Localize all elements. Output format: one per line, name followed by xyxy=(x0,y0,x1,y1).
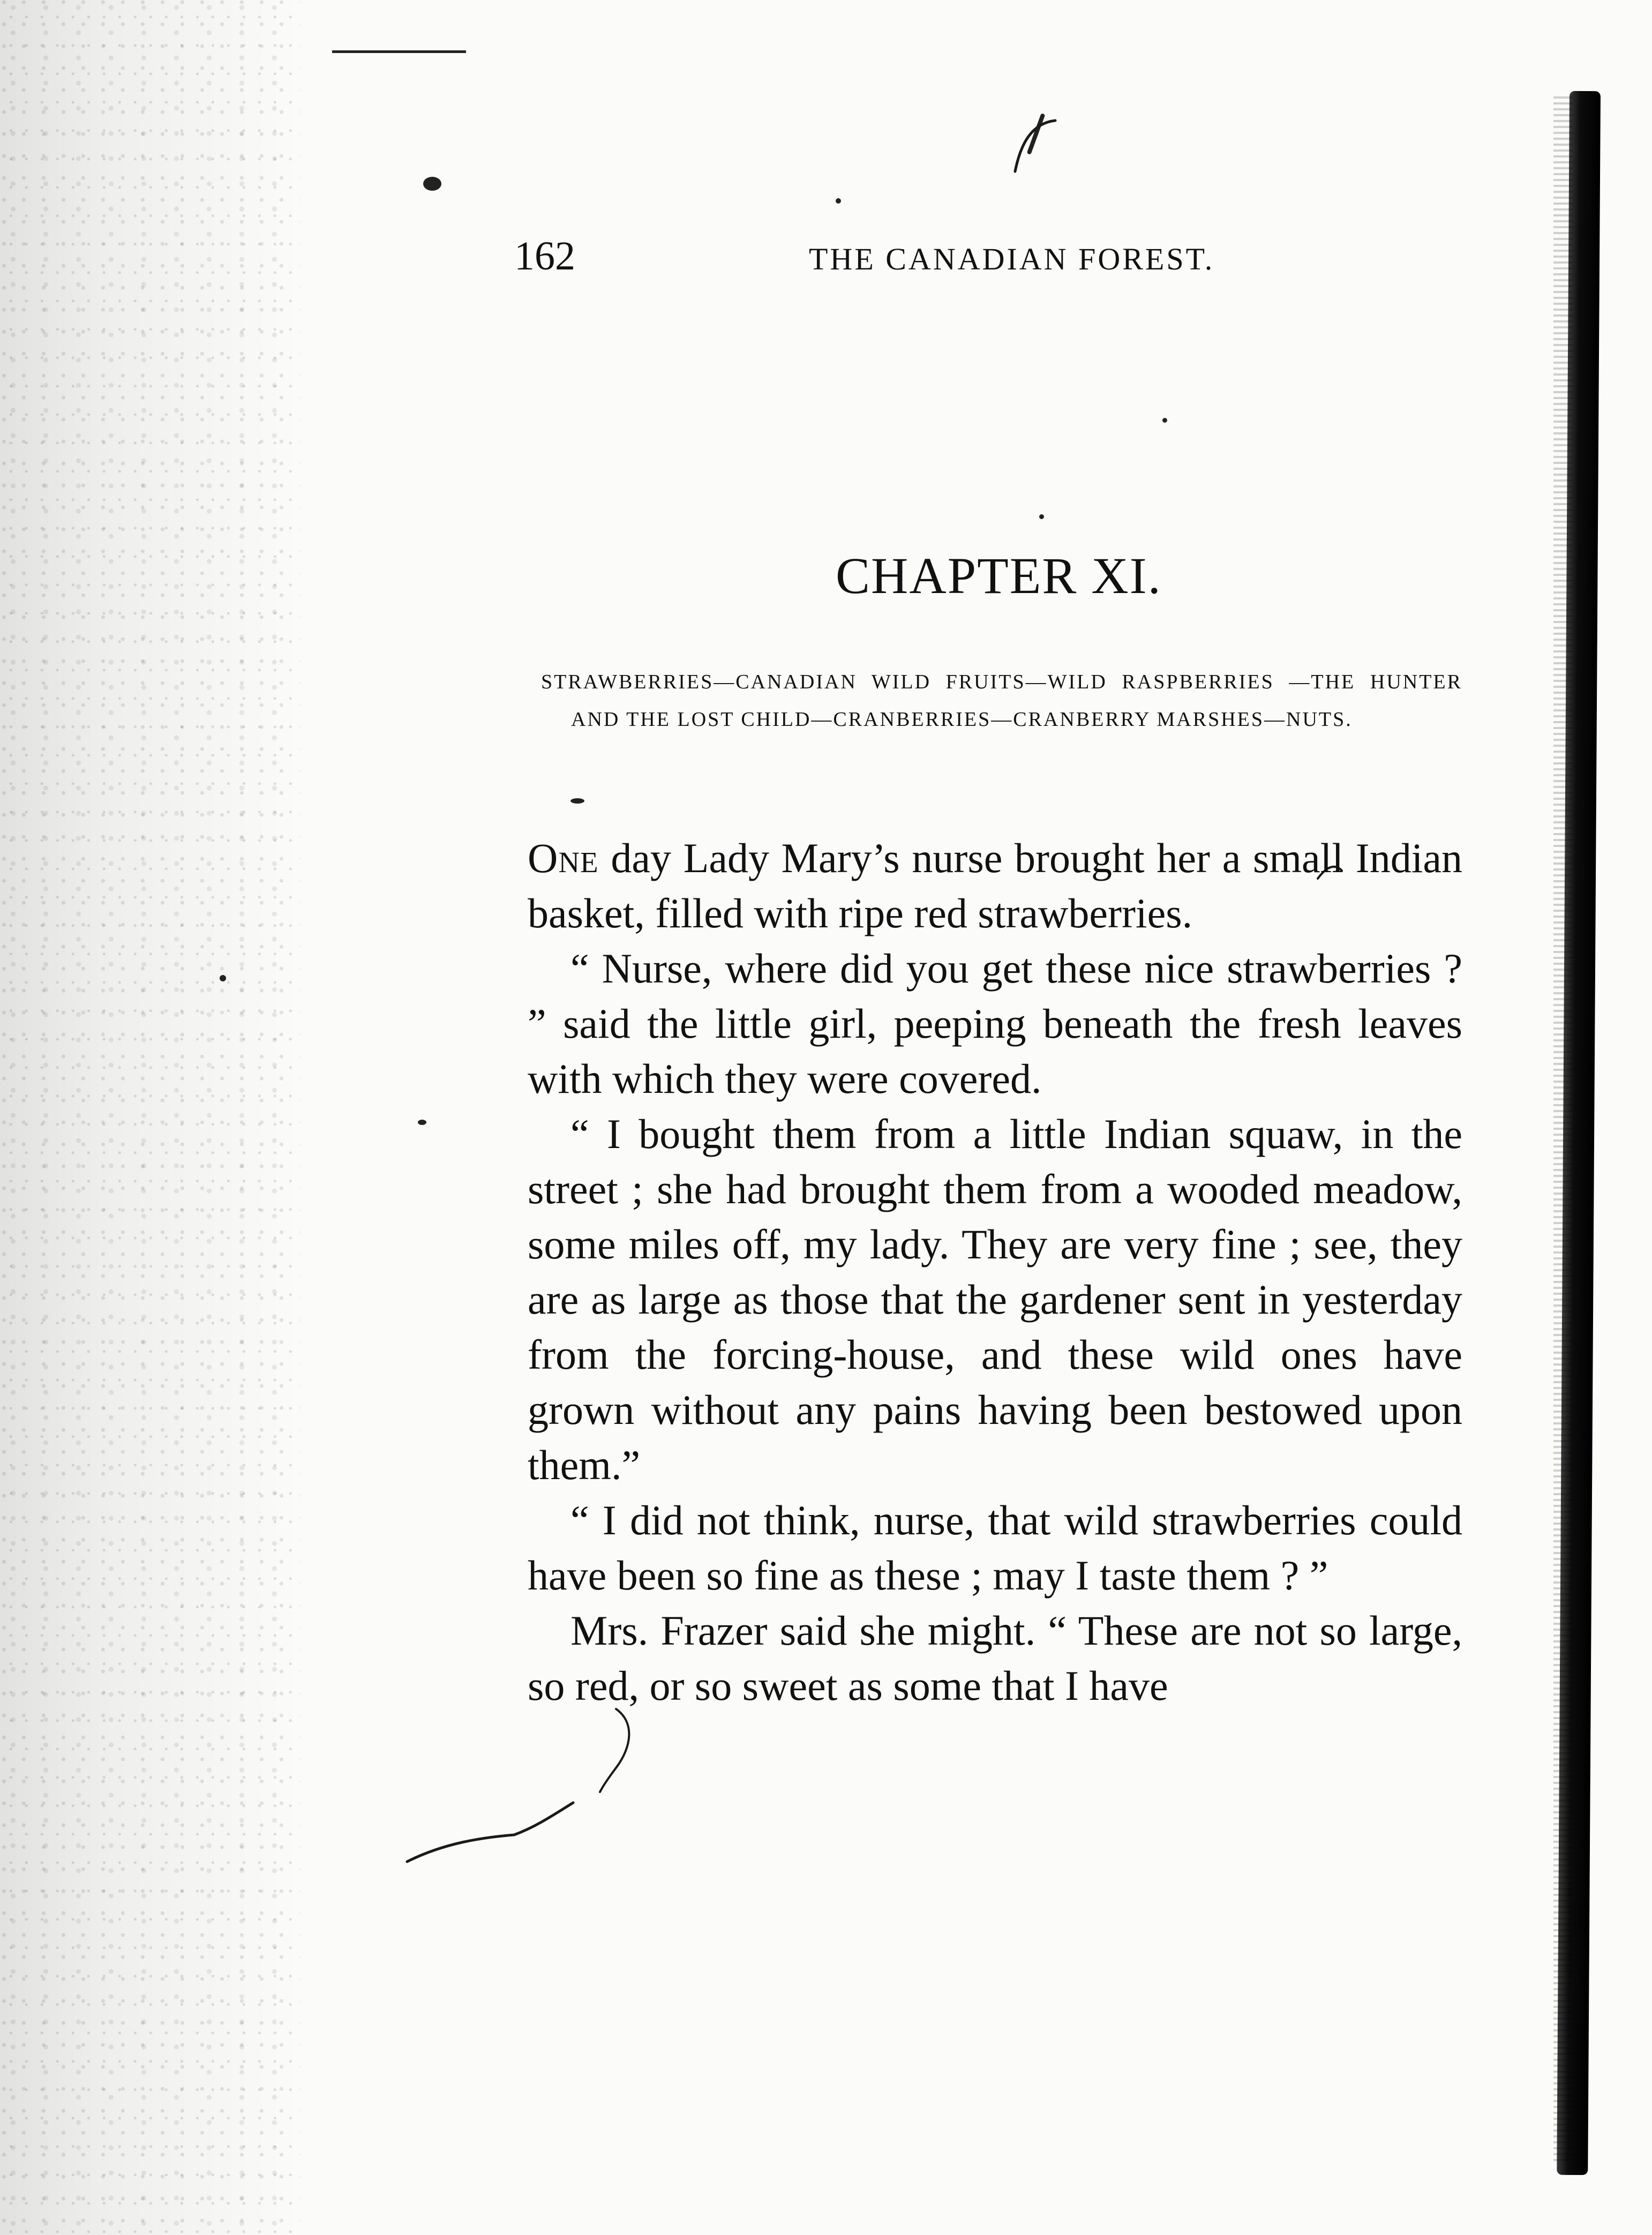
ink-speck xyxy=(220,975,226,981)
paragraph: “ I did not think, nurse, that wild strawberries could have been so fine as these ; may I taste them ? ” xyxy=(528,1497,1462,1599)
paragraph xyxy=(528,830,1462,941)
chapter-heading: CHAPTER XI. xyxy=(836,547,1162,604)
ink-speck xyxy=(1162,418,1167,423)
ink-speck xyxy=(1039,514,1044,519)
scan-edge-shadow xyxy=(0,0,300,2235)
lead-word: One xyxy=(528,835,599,881)
binding-shadow-fringe xyxy=(1553,96,1573,2164)
body-text xyxy=(528,830,1462,1713)
ink-speck xyxy=(836,198,841,204)
ink-speck xyxy=(418,1120,426,1125)
paragraph-text: day Lady Mary’s nurse brought her a small Indian basket, filled with ripe red strawberries. xyxy=(528,835,1462,936)
ink-speck xyxy=(1027,113,1046,155)
running-title: THE CANADIAN FOREST. xyxy=(809,242,1215,276)
running-head xyxy=(514,235,1264,278)
paragraph: Mrs. Frazer said she might. “ These are not so large, so red, or so sweet as some that I have xyxy=(528,1607,1462,1709)
ink-speck xyxy=(423,177,441,191)
paragraph: “ I bought them from a little Indian squaw, in the street ; she had brought them from a wooded meadow, some miles off, my lady. They are very fine ; see, they are as large as those that the gardener sent in yesterday from the forcing-house, and these wild ones have grown without any pains having been bestowed upon them.” xyxy=(528,1111,1462,1488)
chapter-summary: STRAWBERRIES—CANADIAN WILD FRUITS—WILD RASPBERRIES —THE HUNTER AND THE LOST CHILD—CRANBERRIES—CRANBERRY MARSHES—NUTS. xyxy=(541,671,1462,731)
paragraph: “ Nurse, where did you get these nice strawberries ? ” said the little girl, peeping beneath the fresh leaves with which they were covered. xyxy=(528,945,1462,1102)
scan-mark xyxy=(332,50,466,53)
page-number: 162 xyxy=(514,234,575,279)
ink-speck xyxy=(570,798,584,804)
